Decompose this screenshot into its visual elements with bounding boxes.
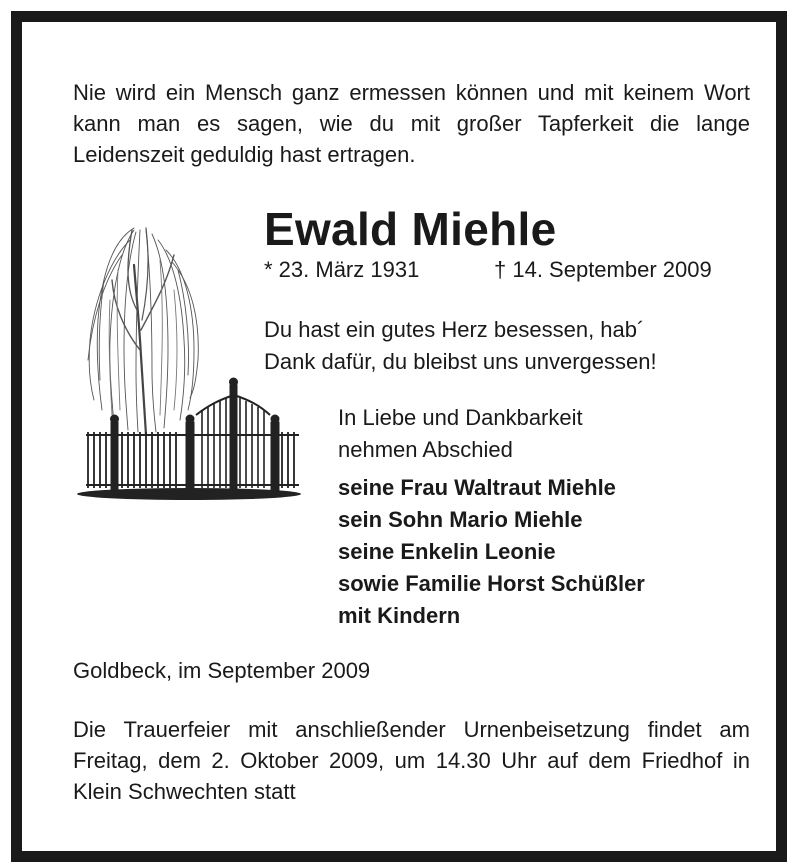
willow-gate-illustration xyxy=(74,210,304,502)
verse-line: Du hast ein gutes Herz besessen, hab´ xyxy=(264,317,645,342)
family-member: sein Sohn Mario Miehle xyxy=(338,507,583,532)
family-member: seine Enkelin Leonie xyxy=(338,539,556,564)
family-member: mit Kindern xyxy=(338,603,461,628)
service-info: Die Trauerfeier mit anschließender Urnenbeisetzung findet am Freitag, dem 2. Oktober 2009, um 14.30 Uhr auf dem Friedhof in Klein Schwechten statt xyxy=(73,717,750,804)
willow-tree-icon xyxy=(88,228,198,435)
farewell-text xyxy=(338,402,583,466)
verse-line: Dank dafür, du bleibst uns unvergessen! xyxy=(264,349,657,374)
verse xyxy=(264,314,657,378)
farewell-line: nehmen Abschied xyxy=(338,437,513,462)
family-list xyxy=(338,472,645,632)
deceased-name: Ewald Miehle xyxy=(264,203,557,255)
cemetery-gate-icon xyxy=(86,378,299,492)
family-member: seine Frau Waltraut Miehle xyxy=(338,475,616,500)
intro-poem: Nie wird ein Mensch ganz ermessen können und mit keinem Wort kann man es sagen, wie du mit großer Tapferkeit die lange Leidenszeit geduldig hast ertragen. xyxy=(73,80,750,167)
place-date: Goldbeck, im September 2009 xyxy=(73,658,371,683)
obituary-frame xyxy=(11,11,787,862)
death-date: † 14. September 2009 xyxy=(494,257,712,282)
birth-date: * 23. März 1931 xyxy=(264,257,420,282)
farewell-line: In Liebe und Dankbarkeit xyxy=(338,405,583,430)
family-member: sowie Familie Horst Schüßler xyxy=(338,571,645,596)
